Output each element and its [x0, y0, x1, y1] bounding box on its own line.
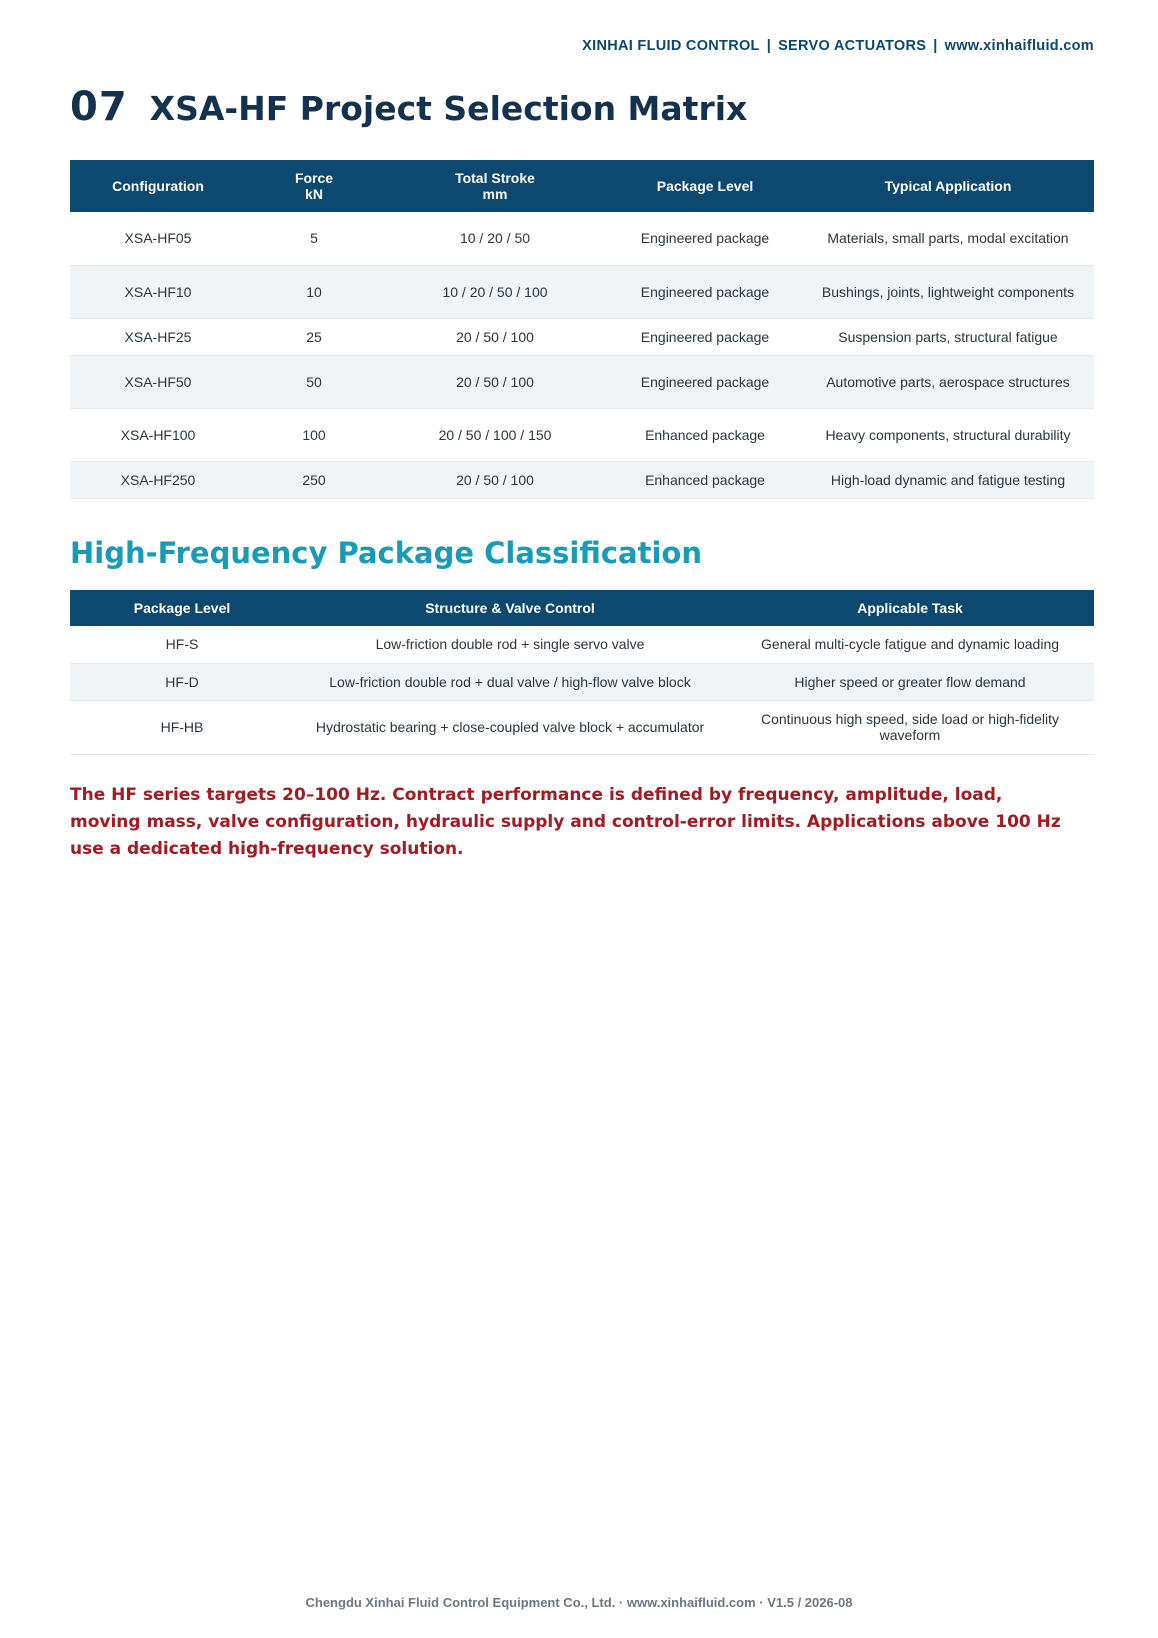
frequency-note: The HF series targets 20–100 Hz. Contract performance is defined by frequency, amplitude, load, moving mass, valve configuration, hydraulic supply and control-error limits. Applications above 100 Hz use a dedicated high-frequency solution.	[70, 785, 1061, 859]
cell-application: Automotive parts, aerospace structures	[802, 355, 1094, 408]
cell-force: 10	[246, 265, 382, 318]
header-company: XINHAI FLUID CONTROL	[582, 38, 760, 54]
cell-configuration: XSA-HF100	[70, 408, 246, 461]
page-title-row	[70, 84, 747, 130]
column-header-stroke-unit: mm	[482, 186, 508, 202]
cell-task: Continuous high speed, side load or high-fidelity waveform	[726, 700, 1094, 754]
column-header-stroke	[382, 160, 608, 212]
column-header-force-label: Force	[294, 170, 334, 186]
cell-force: 5	[246, 212, 382, 265]
table-row	[70, 318, 1094, 355]
cell-configuration: XSA-HF50	[70, 355, 246, 408]
cell-stroke: 20 / 50 / 100 / 150	[382, 408, 608, 461]
column-header-force-unit: kN	[305, 186, 323, 202]
column-header-package: Package Level	[70, 590, 294, 626]
cell-package: Engineered package	[608, 212, 802, 265]
cell-configuration: XSA-HF10	[70, 265, 246, 318]
cell-stroke: 10 / 20 / 50	[382, 212, 608, 265]
column-header-force	[246, 160, 382, 212]
package-classification-table	[70, 590, 1094, 755]
cell-structure: Hydrostatic bearing + close-coupled valve block + accumulator	[294, 700, 726, 754]
cell-configuration: XSA-HF05	[70, 212, 246, 265]
cell-stroke: 20 / 50 / 100	[382, 461, 608, 498]
cell-stroke: 20 / 50 / 100	[382, 318, 608, 355]
table-row	[70, 461, 1094, 498]
header-product-line: SERVO ACTUATORS	[778, 38, 927, 54]
cell-force: 50	[246, 355, 382, 408]
column-header-configuration: Configuration	[70, 160, 246, 212]
cell-package: Engineered package	[608, 318, 802, 355]
header-separator: |	[766, 38, 772, 54]
cell-task: General multi-cycle fatigue and dynamic loading	[726, 626, 1094, 663]
table-row	[70, 408, 1094, 461]
cell-package: HF-HB	[70, 700, 294, 754]
cell-configuration: XSA-HF250	[70, 461, 246, 498]
cell-package: Enhanced package	[608, 461, 802, 498]
cell-package: HF-D	[70, 663, 294, 700]
cell-application: Bushings, joints, lightweight components	[802, 265, 1094, 318]
cell-stroke: 20 / 50 / 100	[382, 355, 608, 408]
cell-force: 25	[246, 318, 382, 355]
table-row	[70, 700, 1094, 754]
cell-stroke: 10 / 20 / 50 / 100	[382, 265, 608, 318]
cell-force: 100	[246, 408, 382, 461]
table-row	[70, 265, 1094, 318]
table-row	[70, 212, 1094, 265]
table-row	[70, 355, 1094, 408]
column-header-application: Typical Application	[802, 160, 1094, 212]
table-header-row	[70, 590, 1094, 626]
cell-application: Materials, small parts, modal excitation	[802, 212, 1094, 265]
cell-package: HF-S	[70, 626, 294, 663]
cell-force: 250	[246, 461, 382, 498]
cell-package: Engineered package	[608, 265, 802, 318]
cell-package: Enhanced package	[608, 408, 802, 461]
page-title: XSA-HF Project Selection Matrix	[149, 89, 748, 128]
cell-package: Engineered package	[608, 355, 802, 408]
column-header-structure: Structure & Valve Control	[294, 590, 726, 626]
table-row	[70, 663, 1094, 700]
running-header	[582, 38, 1094, 54]
cell-task: Higher speed or greater flow demand	[726, 663, 1094, 700]
header-website: www.xinhaifluid.com	[944, 38, 1094, 54]
table-row	[70, 626, 1094, 663]
cell-structure: Low-friction double rod + single servo valve	[294, 626, 726, 663]
cell-structure: Low-friction double rod + dual valve / high-flow valve block	[294, 663, 726, 700]
cell-configuration: XSA-HF25	[70, 318, 246, 355]
column-header-package: Package Level	[608, 160, 802, 212]
section-number: 07	[70, 84, 128, 130]
page-footer: Chengdu Xinhai Fluid Control Equipment Co., Ltd. · www.xinhaifluid.com · V1.5 / 2026-08	[305, 1595, 853, 1610]
table-header-row	[70, 160, 1094, 212]
column-header-stroke-label: Total Stroke	[455, 170, 535, 186]
cell-application: Suspension parts, structural fatigue	[802, 318, 1094, 355]
cell-application: High-load dynamic and fatigue testing	[802, 461, 1094, 498]
column-header-task: Applicable Task	[726, 590, 1094, 626]
section-heading: High-Frequency Package Classification	[70, 536, 702, 570]
selection-matrix-table	[70, 160, 1094, 499]
header-separator: |	[933, 38, 938, 54]
cell-application: Heavy components, structural durability	[802, 408, 1094, 461]
